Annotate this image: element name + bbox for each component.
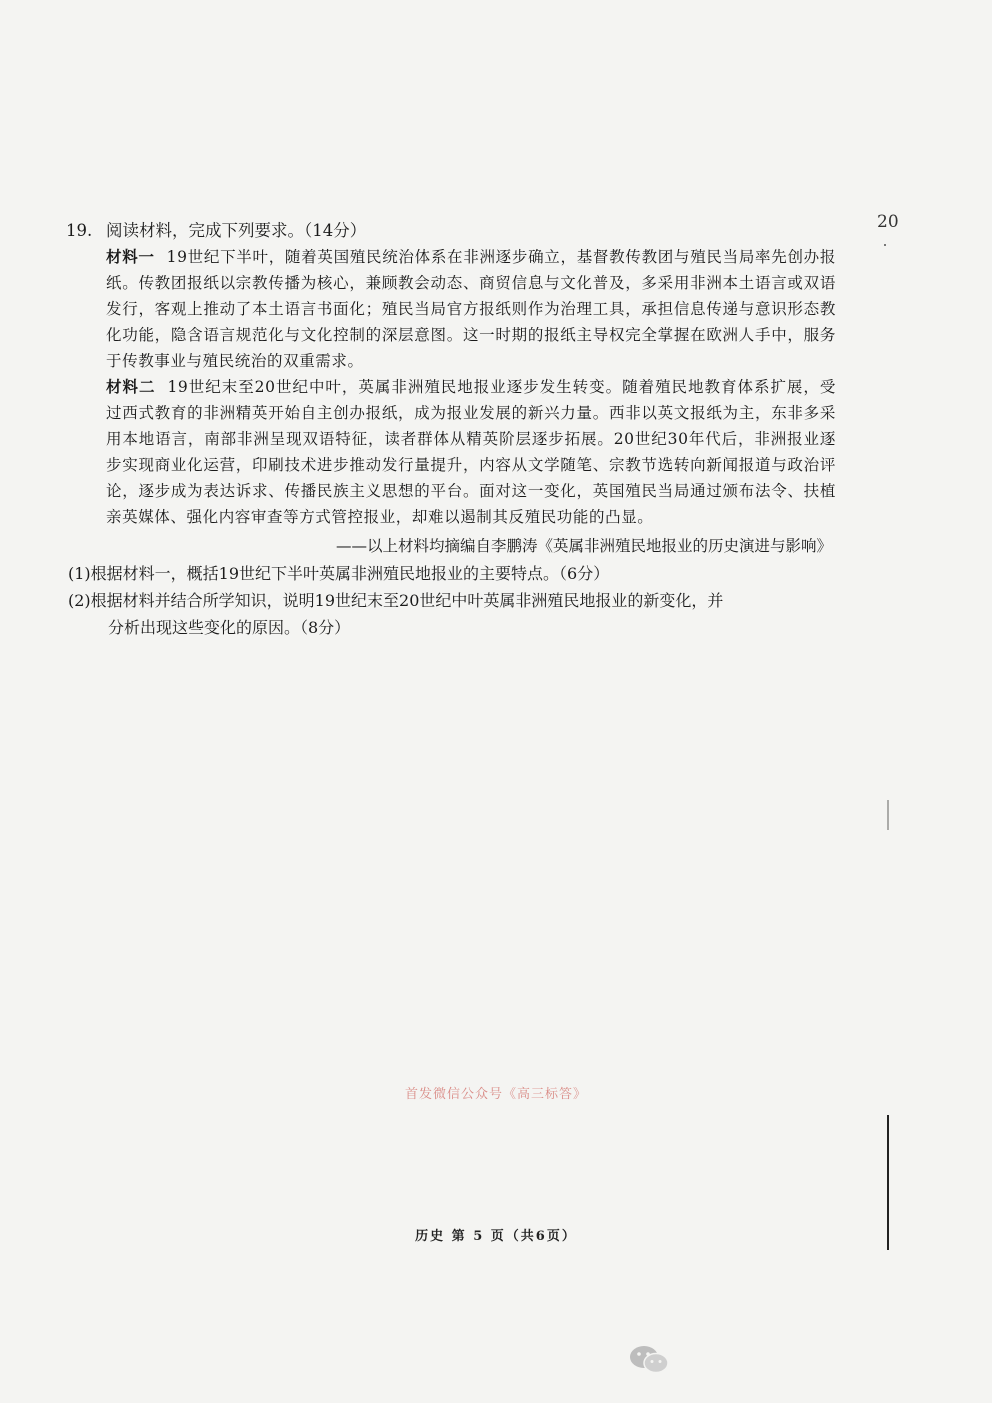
sub-question-1 bbox=[68, 560, 836, 587]
material-2 bbox=[106, 374, 836, 530]
material-1-text: 19世纪下半叶，随着英国殖民统治体系在非洲逐步确立，基督教传教团与殖民当局率先创办报纸。传教团报纸以宗教传播为核心，兼顾教会动态、商贸信息与文化普及，多采用非洲本土语言或双语发行，客观上推动了本土语言书面化；殖民当局官方报纸则作为治理工具，承担信息传递与意识形态教化功能，隐含语言规范化与文化控制的深层意图。这一时期的报纸主导权完全掌握在欧洲人手中，服务于传教事业与殖民统治的双重需求。 bbox=[106, 248, 836, 370]
material-1-label: 材料一 bbox=[106, 247, 155, 266]
question-prompt: 阅读材料，完成下列要求。（14分） bbox=[106, 221, 367, 240]
sub-question-2-continuation: 分析出现这些变化的原因。（8分） bbox=[108, 618, 351, 637]
watermark-text: 首发微信公众号《高三标答》 bbox=[404, 1087, 587, 1102]
sub-question-2 bbox=[68, 587, 836, 641]
material-source: ——以上材料均摘编自李鹏涛《英属非洲殖民地报业的历史演进与影响》 bbox=[335, 537, 832, 555]
material-1 bbox=[106, 244, 836, 374]
sub-question-1-text: 根据材料一，概括19世纪下半叶英属非洲殖民地报业的主要特点。（6分） bbox=[90, 564, 610, 583]
question-header bbox=[66, 218, 836, 244]
scan-edge-line bbox=[887, 1115, 889, 1250]
material-2-label: 材料二 bbox=[106, 377, 156, 396]
material-2-text: 19世纪末至20世纪中叶，英属非洲殖民地报业逐步发生转变。随着殖民地教育体系扩展，受过西式教育的非洲精英开始自主创办报纸，成为报业发展的新兴力量。西非以英文报纸为主，东非多采用本地语言，南部非洲呈现双语特征，读者群体从精英阶层逐步拓展。20世纪30年代后，非洲报业逐步实现商业化运营，印刷技术进步推动发行量提升，内容从文学随笔、宗教节选转向新闻报道与政治评论，逐步成为表达诉求、传播民族主义思想的平台。面对这一变化，英国殖民当局通过颁布法令、扶植亲英媒体、强化内容审查等方式管控报业，却难以遏制其反殖民功能的凸显。 bbox=[106, 378, 836, 526]
wechat-icon bbox=[628, 1343, 672, 1377]
page-footer: 历史 第 5 页（共6页） bbox=[415, 1229, 577, 1244]
corner-mark bbox=[884, 244, 886, 246]
sub-question-2-text: 根据材料并结合所学知识，说明19世纪末至20世纪中叶英属非洲殖民地报业的新变化，并 bbox=[90, 591, 724, 610]
corner-number: 20 bbox=[877, 212, 899, 232]
sub-question-2-number: (2) bbox=[68, 591, 91, 610]
question-19 bbox=[66, 218, 836, 641]
scan-edge-line bbox=[887, 800, 889, 830]
question-number: 19. bbox=[66, 221, 93, 240]
sub-question-1-number: (1) bbox=[68, 564, 91, 583]
